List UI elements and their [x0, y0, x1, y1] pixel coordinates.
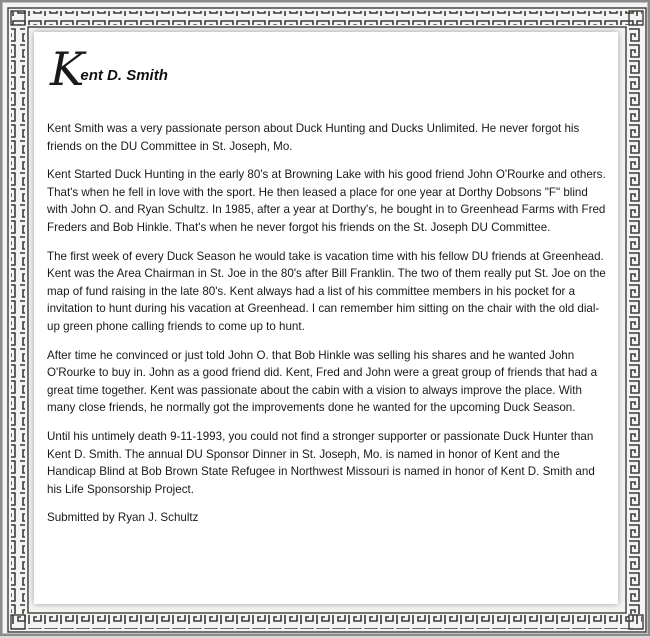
paragraph-5: Until his untimely death 9-11-1993, you could not find a stronger supporter or passionate Duck Hunter than Kent D. Smith. The annual DU Sponsor Dinner in St. Joseph, Mo. is named in honor of Kent and the Handicap Blind at Bob Brown State Refugee in Northwest Missouri is named in honor of Kent D. Smith and his Life Sponsorship Project.: [47, 429, 595, 496]
submitted-by: Submitted by Ryan J. Schultz: [47, 511, 199, 525]
title-name: ent D. Smith: [80, 67, 168, 84]
memorial-text: [47, 120, 607, 538]
paragraph-3: The first week of every Duck Season he would take is vacation time with his fellow DU friends at Greenhead. Kent was the Area Chairman in St. Joe in the 80's after Bill Franklin. The two of them really put St. Joe on the map of fund raising in the late 80's. Kent always had a list of his committee members in his pocket for a invitation to hunt during his vacation at Greenhead. I can remember him sitting on the chair with the old dial-up green phone calling friends to come up to hunt.: [47, 249, 606, 333]
paragraph-1: Kent Smith was a very passionate person about Duck Hunting and Ducks Unlimited. He never forgot his friends on the DU Committee in St. Joseph, Mo.: [47, 122, 580, 153]
paragraph-2: Kent Started Duck Hunting in the early 80's at Browning Lake with his good friend John O'Rourke and others. That's when he fell in love with the sport. He then leased a place for one year at Dorthy Dobsons "F" blind with John O. and Ryan Schultz. In 1985, after a year at Dorthy's, he bought in to Greenhead Farms with Fred Freders and Bob Hinkle. That's when he never forgot his friends on the St. Joseph DU Committee.: [47, 168, 606, 234]
paragraph-4: After time he convinced or just told John O. that Bob Hinkle was selling his shares and he wanted John O'Rourke to buy in. John as a good friend did. Kent, Fred and John were a great group of friends that had a great time together. Kent was passionate about the cabin with a vision to always improve the place. With many close friends, he normally got the improvements done he wanted for the upcoming Duck Season.: [47, 348, 598, 415]
title-initial: K: [50, 42, 83, 96]
page-title: [50, 42, 168, 96]
